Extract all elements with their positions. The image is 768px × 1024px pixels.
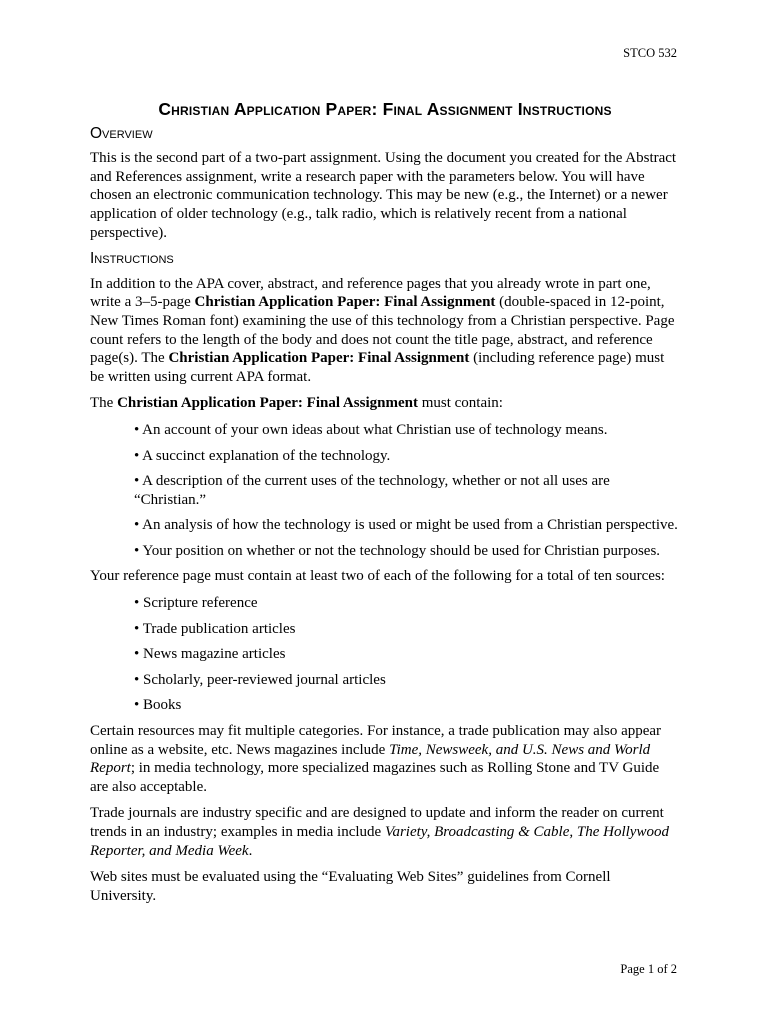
list-item: • Scripture reference (134, 595, 258, 612)
list-item: • A description of the current uses of the technology, whether or not all uses are “Christian.” (134, 473, 610, 508)
references-intro: Your reference page must contain at least two of each of the following for a total of ten sources: (90, 568, 665, 585)
list-item: • Scholarly, peer-reviewed journal articles (134, 671, 386, 688)
instructions-heading: Instructions (90, 250, 174, 268)
page-number: Page 1 of 2 (620, 962, 677, 976)
list-item: • An analysis of how the technology is used or might be used from a Christian perspective. (134, 517, 678, 534)
course-code: STCO 532 (623, 46, 677, 60)
resources-paragraph: Certain resources may fit multiple categories. For instance, a trade publication may also appear online as a website, etc. News magazines include Time, Newsweek, and U.S. News and World Report; in media technology, more specialized magazines such as Rolling Stone and TV Guide are also acceptable. (90, 723, 662, 795)
overview-paragraph: This is the second part of a two-part assignment. Using the document you created for the Abstract and References assignment, write a research paper with the parameters below. You will have chosen an electronic communication technology. This may be new (e.g., the Internet) or a newer application of older technology (e.g., talk radio, which is relatively recent from a national perspective). (90, 150, 677, 241)
list-item: • Trade publication articles (134, 620, 296, 637)
list-item: • Books (134, 697, 182, 714)
document-body (90, 100, 680, 913)
web-sites-paragraph: Web sites must be evaluated using the “Evaluating Web Sites” guidelines from Cornell University. (90, 869, 611, 904)
instructions-paragraph-1: In addition to the APA cover, abstract, and reference pages that you already wrote in part one, write a 3–5-page Christian Application Paper: Final Assignment (double-spaced in 12-point, New Times Roman font) examining the use of this technology from a Christian perspective. Page count refers to the length of the body and does not count the title page, abstract, and reference page(s). The Christian Application Paper: Final Assignment (including reference page) must be written using current APA format. (90, 275, 675, 385)
list-item: • Your position on whether or not the technology should be used for Christian purposes. (134, 542, 661, 559)
trade-journals-paragraph: Trade journals are industry specific and are designed to update and inform the reader on current trends in an industry; examples in media include Variety, Broadcasting & Cable, The Hollywood Reporter, and Media Week. (90, 805, 669, 859)
list-item: • An account of your own ideas about what Christian use of technology means. (134, 421, 608, 438)
contain-intro: The Christian Application Paper: Final Assignment must contain: (90, 395, 503, 412)
list-item: • A succinct explanation of the technology. (134, 447, 391, 464)
document-title: Christian Application Paper: Final Assignment Instructions (158, 99, 612, 119)
list-item: • News magazine articles (134, 646, 286, 663)
overview-heading: Overview (90, 124, 153, 142)
